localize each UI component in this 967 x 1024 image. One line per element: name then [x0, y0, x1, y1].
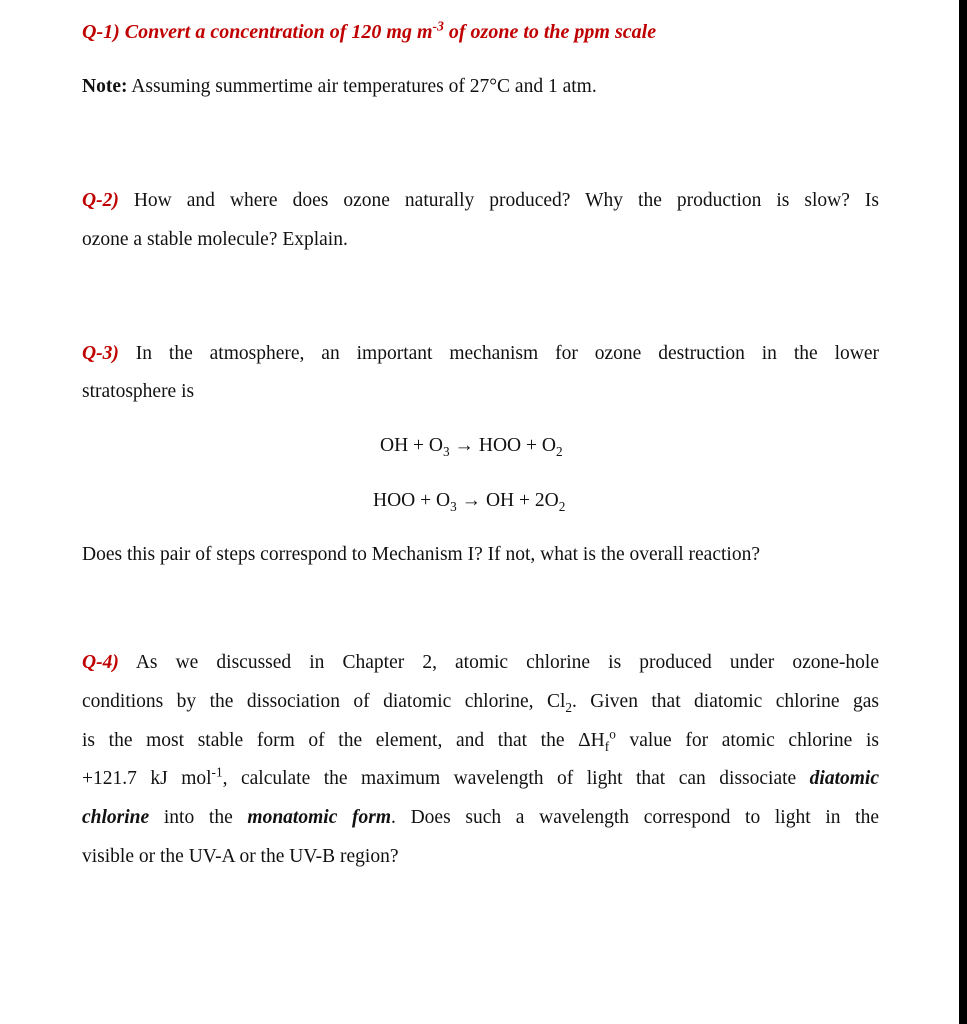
q4-text-6: visible or the UV-A or the UV-B region? [82, 846, 399, 867]
q1-title-superscript: -3 [432, 18, 444, 34]
eq1-sub-1: 3 [443, 443, 450, 459]
q4-bold-monatomic: monatomic form [247, 807, 392, 828]
q3-line-3 [82, 543, 760, 567]
q4-text-5a: into the [149, 807, 248, 828]
q1-note-label: Note: [82, 76, 128, 97]
q3-equation-1 [380, 434, 563, 458]
q4-line-1 [82, 651, 879, 675]
q1-title-text-end: of ozone to the ppm scale [443, 21, 657, 43]
q3-equation-2 [373, 489, 565, 513]
q3-text-3: Does this pair of steps correspond to Mechanism I? If not, what is the overall reaction? [82, 544, 760, 565]
q3-text-2: stratosphere is [82, 381, 195, 402]
q4-line-5 [82, 806, 879, 830]
q4-text-4b: , calculate the maximum wavelength of light that can dissociate [222, 768, 810, 789]
eq2-sub-1: 3 [450, 498, 457, 514]
eq1-reactants: OH + O [380, 435, 443, 456]
q3-label: Q-3) [82, 343, 119, 364]
q3-line-1 [82, 342, 879, 366]
eq1-sub-2: 2 [555, 443, 563, 459]
q4-label: Q-4) [82, 652, 119, 673]
q4-line-2 [82, 690, 879, 714]
q4-line-6 [82, 845, 398, 869]
q4-mol-sup: -1 [211, 764, 223, 780]
eq1-products: → HOO + O [449, 435, 556, 456]
page-right-border [959, 0, 967, 1024]
eq2-sub-2: 2 [558, 498, 566, 514]
q3-line-2 [82, 380, 194, 404]
q2-line-2 [82, 228, 348, 252]
q4-cl2-sub: 2 [565, 699, 572, 715]
q2-line-1 [82, 189, 879, 213]
q4-text-4a: +121.7 kJ mol [82, 768, 212, 789]
q4-bold-diatomic: diatomic [809, 768, 879, 789]
eq2-reactants: HOO + O [373, 490, 451, 511]
q4-text-2a: conditions by the dissociation of diatomic chlorine, Cl [82, 691, 566, 712]
q2-text-2: ozone a stable molecule? Explain. [82, 229, 348, 250]
q4-text-1: As we discussed in Chapter 2, atomic chlorine is produced under ozone-hole [118, 652, 879, 673]
q4-text-3b: value for atomic chlorine is [615, 730, 879, 751]
q1-title [82, 20, 656, 45]
q4-dh-sub: f [604, 738, 610, 754]
q4-line-4 [82, 764, 879, 791]
q4-text-2b: . Given that diatomic chlorine gas [572, 691, 880, 712]
q1-note [82, 75, 597, 99]
q3-text-1: In the atmosphere, an important mechanism for ozone destruction in the lower [118, 343, 879, 364]
q2-text-1: How and where does ozone naturally produced? Why the production is slow? Is [118, 190, 879, 211]
q4-text-3a: is the most stable form of the element, and that the ΔH [82, 730, 605, 751]
q4-text-5b: . Does such a wavelength correspond to light in the [391, 807, 879, 828]
q2-label: Q-2) [82, 190, 119, 211]
q4-dh-sup: o [609, 726, 616, 742]
q1-note-text: Assuming summertime air temperatures of 27°C and 1 atm. [127, 76, 597, 97]
eq2-products: → OH + 2O [456, 490, 559, 511]
q4-bold-chlorine: chlorine [82, 807, 150, 828]
q4-line-3 [82, 726, 879, 754]
q1-title-text: Q-1) Convert a concentration of 120 mg m [82, 21, 433, 43]
